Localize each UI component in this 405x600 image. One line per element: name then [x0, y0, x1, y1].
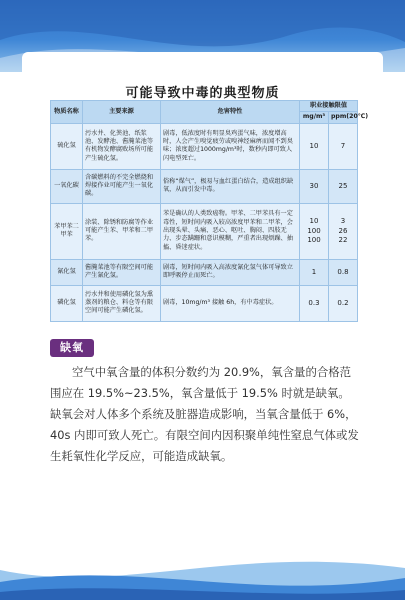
substance-table-container — [50, 100, 369, 322]
table-row — [51, 123, 358, 169]
header-mg: mg/m³ — [300, 112, 329, 123]
cell-property: 苯是确认的人类致癌物。甲苯、二甲苯具有一定毒性，短时间内吸入较高浓度甲苯和二甲苯，会出现头晕、头痛、恶心、呕吐、胸闷、四肢无力、步态蹒跚和意识模糊，严重者出现烦躁、抽搐、昏迷症状。 — [161, 203, 300, 259]
cell-source: 涂装、除锈和防腐等作业可能产生苯、甲苯和二甲苯。 — [83, 203, 161, 259]
cell-ppm: 25 — [329, 169, 358, 203]
cell-ppm: 7 — [329, 123, 358, 169]
table-title: 可能导致中毒的典型物质 — [125, 86, 280, 101]
substance-table — [50, 100, 369, 322]
cell-name: 氰化氢 — [51, 259, 83, 285]
cell-ppm: 0.2 — [329, 285, 358, 321]
cell-mg: 0.3 — [300, 285, 329, 321]
cell-property: 剧毒，低浓度时有明显臭鸡蛋气味，浓度增高时，人会产生嗅觉疲劳或嗅神经麻痹而闻不到臭味；浓度超过1000mg/m³时，数秒内即可致人闪电型死亡。 — [161, 123, 300, 169]
cell-mg: 30 — [300, 169, 329, 203]
cell-name: 一氧化碳 — [51, 169, 83, 203]
wave-graphic — [0, 540, 405, 600]
table-row — [51, 285, 358, 321]
cell-ppm: 0.8 — [329, 259, 358, 285]
cell-mg: 1 — [300, 259, 329, 285]
cell-property: 剧毒，短时间内吸入高浓度氰化氢气体可导致立即呼吸停止而死亡。 — [161, 259, 300, 285]
cell-mg: 10 100 100 — [300, 203, 329, 259]
cell-source: 酱腌菜池等有限空间可能产生氰化氢。 — [83, 259, 161, 285]
header-ppm: ppm(20℃) — [329, 112, 358, 123]
header-property: 危害特性 — [161, 101, 300, 124]
cell-property: 剧毒，10mg/m³ 接触 6h，有中毒症状。 — [161, 285, 300, 321]
cell-source: 污水井、化粪池、纸浆池、发酵池、酱腌菜池等有机物发酵腐败场所可能产生硫化氢。 — [83, 123, 161, 169]
section-badge: 缺氧 — [50, 339, 94, 357]
section-body: 空气中氧含量的体积分数约为 20.9%，氧含量的合格范围应在 19.5%~23.5%，氧含量低于 19.5% 时就是缺氧。缺氧会对人体多个系统及脏器造成影响，当氧含量低于 6%，40s 内即可致人死亡。有限空间内因积聚单纯性窒息气体或发生耗氧性化学反应，可能造成缺氧。 — [50, 365, 359, 463]
table-row — [51, 259, 358, 285]
cell-property: 俗称“煤气”，极易与血红蛋白结合，造成组织缺氧，从而引发中毒。 — [161, 169, 300, 203]
cell-name: 磷化氢 — [51, 285, 83, 321]
cell-name: 硫化氢 — [51, 123, 83, 169]
cell-source: 含碳燃料的不完全燃烧和焊接作业可能产生一氧化碳。 — [83, 169, 161, 203]
table-row — [51, 203, 358, 259]
cell-ppm: 3 26 22 — [329, 203, 358, 259]
header-name: 物质名称 — [51, 101, 83, 124]
footer-decoration — [0, 540, 405, 600]
header-source: 主要来源 — [83, 101, 161, 124]
cell-mg: 10 — [300, 123, 329, 169]
cell-source: 污水井和使用磷化氢为熏蒸剂的粮仓、料仓等有限空间可能产生磷化氢。 — [83, 285, 161, 321]
header-limit: 职业接触限值 — [300, 101, 358, 112]
cell-name: 苯甲苯二甲苯 — [51, 203, 83, 259]
table-row — [51, 169, 358, 203]
